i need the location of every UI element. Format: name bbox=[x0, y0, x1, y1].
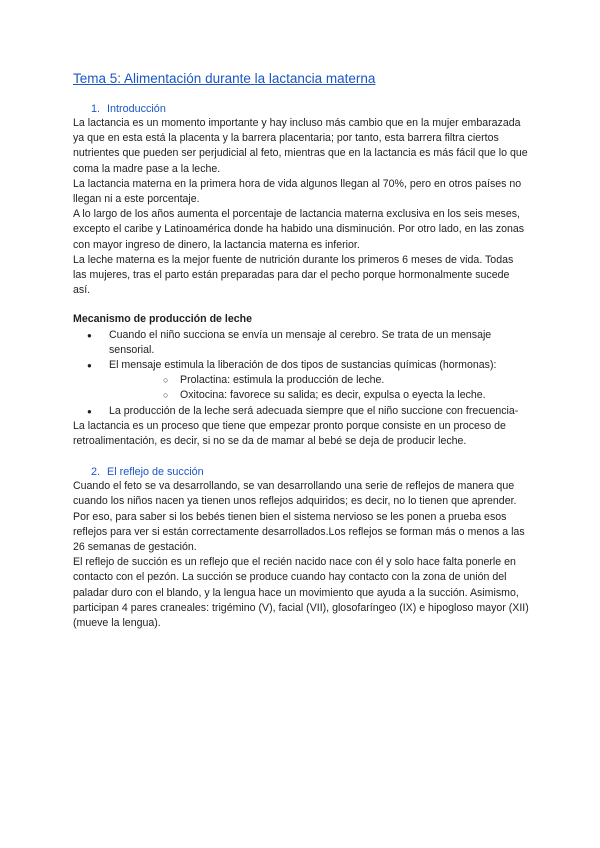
paragraph: La lactancia es un momento importante y hay incluso más cambio que en la mujer embarazada ya que en esta está la placenta y la barrera placentaria; por tanto, esta barrera filtra ciertos nutrientes que pueden ser perjudicial al feto, mientras que en la lactancia es más fácil que lo que coma la madre pase a la leche. bbox=[73, 117, 528, 175]
section-title: Introducción bbox=[107, 103, 166, 115]
paragraph: La leche materna es la mejor fuente de nutrición durante los primeros 6 meses de vida. Todas las mujeres, tras el parto están preparadas para dar el pecho porque hormonalmente sucede así. bbox=[73, 253, 514, 297]
paragraph: La lactancia es un proceso que tiene que empezar pronto porque consiste en un proceso de retroalimentación, es decir, si no se da de mamar al bebé se deja de producir leche. bbox=[73, 419, 506, 448]
document-title[interactable]: Tema 5: Alimentación durante la lactancia materna bbox=[73, 71, 376, 86]
paragraph: La lactancia materna en la primera hora de vida algunos llegan al 70%, pero en otros países no llegan ni a este porcentaje. bbox=[73, 177, 522, 206]
section-number: 2. bbox=[91, 466, 101, 479]
sub-bullet-item: ○ Prolactina: estimula la producción de leche. bbox=[109, 373, 529, 388]
bullet-list bbox=[73, 328, 529, 419]
section-number: 1. bbox=[91, 103, 101, 115]
section-heading-reflejo[interactable] bbox=[73, 465, 529, 479]
sub-bullet-item: ○ Oxitocina: favorece su salida; es decir, expulsa o eyecta la leche. bbox=[109, 388, 529, 403]
paragraph: El reflejo de succión es un reflejo que el recién nacido nace con él y solo hace falta ponerle en contacto con el pezón. La succión se produce cuando hay contacto con la zona de unión del paladar duro con el blando, y la lengua hace un movimiento que ayuda a la succión. Asimismo, participan 4 pares craneales: trigémino (V), facial (VII), glosofaríngeo (IX) e hipogloso mayor (XII)(mueve la lengua). bbox=[73, 556, 529, 630]
bullet-item: ● Cuando el niño succiona se envía un mensaje al cerebro. Se trata de un mensaje sensorial. bbox=[73, 328, 529, 358]
bullet-item: ● La producción de la leche será adecuada siempre que el niño succione con frecuencia- bbox=[73, 404, 529, 419]
paragraph: Cuando el feto se va desarrollando, se van desarrollando una serie de reflejos de manera que cuando los niños nacen ya tienen unos reflejos adquiridos; es decir, no lo tienen que aprender. Por eso, para saber si los bebés tienen bien el sistema nervioso se les ponen a prueba esos reflejos para ver si están correctamente desarrollados.Los reflejos se forman más o menos a las 26 semanas de gestación. bbox=[73, 480, 525, 554]
section-heading-introduccion[interactable] bbox=[73, 102, 529, 116]
sub-bullet-list bbox=[109, 373, 529, 403]
section-title: El reflejo de succión bbox=[107, 466, 204, 479]
subheading-mecanismo: Mecanismo de producción de leche bbox=[73, 313, 252, 326]
bullet-text: El mensaje estimula la liberación de dos tipos de sustancias químicas (hormonas): bbox=[109, 359, 497, 372]
paragraph: A lo largo de los años aumenta el porcentaje de lactancia materna exclusiva en los seis meses, excepto el caribe y Latinoamérica donde ha habido una disminución. Por otro lado, en las zonas con mayor ingreso de dinero, la lactancia materna es inferior. bbox=[73, 208, 525, 251]
bullet-item-hormonas bbox=[73, 358, 529, 404]
document-page bbox=[73, 70, 529, 631]
